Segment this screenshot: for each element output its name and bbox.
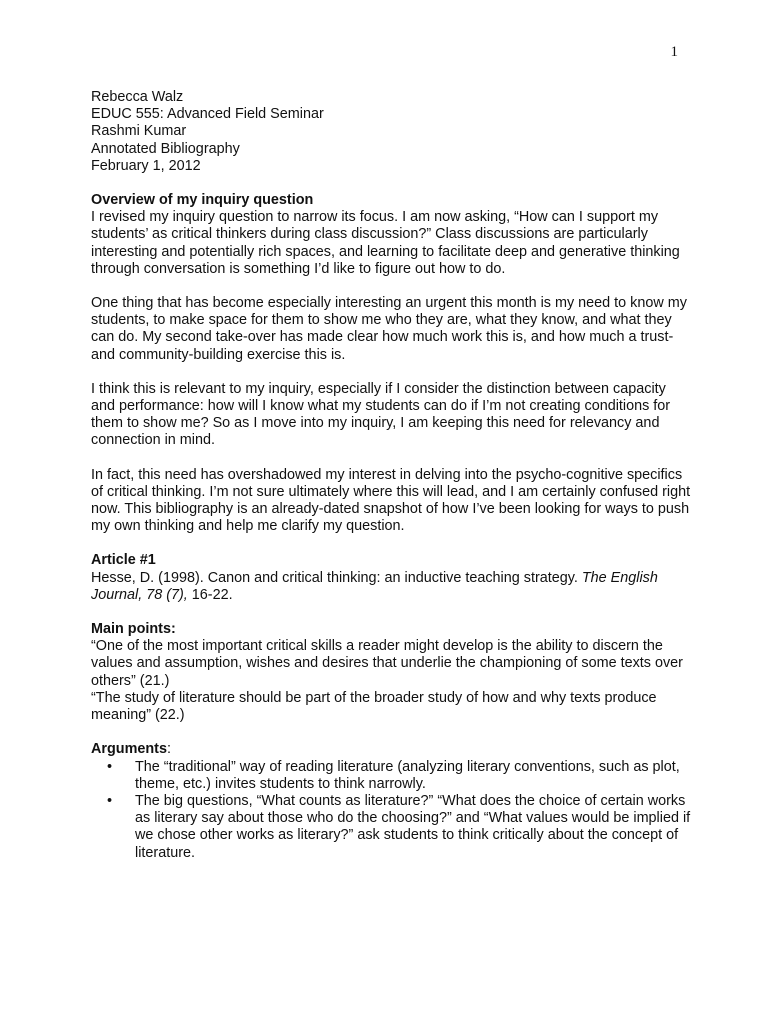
arguments-section (91, 741, 691, 861)
page-number: 1 (670, 44, 678, 60)
arguments-heading: Arguments (91, 741, 167, 758)
citation-text: Hesse, D. (1998). Canon and critical thinking: an inductive teaching strategy. (91, 569, 582, 586)
main-points-heading: Main points: (91, 621, 176, 638)
article-section (91, 552, 691, 604)
article-citation (91, 570, 691, 604)
main-point-quote: “One of the most important critical skills a reader might develop is the ability to discern the values and assumption, wishes and desires that underlie the championing of some texts over others” (21.) (91, 638, 683, 689)
arguments-heading-line (91, 741, 691, 758)
citation-pages: 16-22. (187, 586, 233, 603)
argument-item: • The big questions, “What counts as literature?” “What does the choice of certain works as literary say about those who do the choosing?” and “What values would be implied if we chose other works as literary?” ask students to think critically about the concept of literature. (135, 793, 691, 862)
overview-paragraph: I think this is relevant to my inquiry, especially if I consider the distinction between capacity and performance: how will I know what my students can do if I’m not creating conditions for them to show me? So as I move into my inquiry, I am keeping this need for relevancy and connection in mind. (91, 380, 671, 449)
document-body (91, 89, 691, 862)
arguments-list (91, 759, 691, 862)
overview-heading: Overview of my inquiry question (91, 192, 314, 209)
instructor-name: Rashmi Kumar (91, 123, 187, 140)
argument-item: • The “traditional” way of reading literature (analyzing literary conventions, such as plot, theme, etc.) invites students to think narrowly. (135, 759, 691, 793)
document-date: February 1, 2012 (91, 157, 201, 174)
overview-paragraph: In fact, this need has overshadowed my interest in delving into the psycho-cognitive specifics of critical thinking. I’m not sure ultimately where this will lead, and I am certainly confused right now. This bibliography is an already-dated snapshot of how I’ve been looking for ways to push my own thinking and help me clarify my question. (91, 466, 691, 535)
document-type: Annotated Bibliography (91, 140, 240, 157)
overview-paragraph: One thing that has become especially interesting an urgent this month is my need to know my students, to make space for them to show me who they are, what they know, and what they can do. My second take-over has made clear how much work this is, and how much a trust- and community-building exercise this is. (91, 295, 687, 363)
overview-section (91, 192, 691, 535)
main-points-section (91, 621, 691, 724)
author-name: Rebecca Walz (91, 89, 184, 105)
document-header (91, 89, 691, 175)
overview-paragraph: I revised my inquiry question to narrow its focus. I am now asking, “How can I support my students’ as critical thinkers during class discussion?” Class discussions are particularly interesting and potentially rich spaces, and learning to facilitate deep and generative thinking through conversation is something I’d like to figure out how to do. (91, 209, 680, 277)
article-heading: Article #1 (91, 552, 156, 569)
arguments-colon: : (166, 741, 171, 758)
main-point-quote: “The study of literature should be part of the broader study of how and why texts produce meaning” (22.) (91, 689, 657, 724)
citation-journal: The English Journal, 78 (7), (91, 569, 658, 603)
course-name: EDUC 555: Advanced Field Seminar (91, 106, 324, 123)
